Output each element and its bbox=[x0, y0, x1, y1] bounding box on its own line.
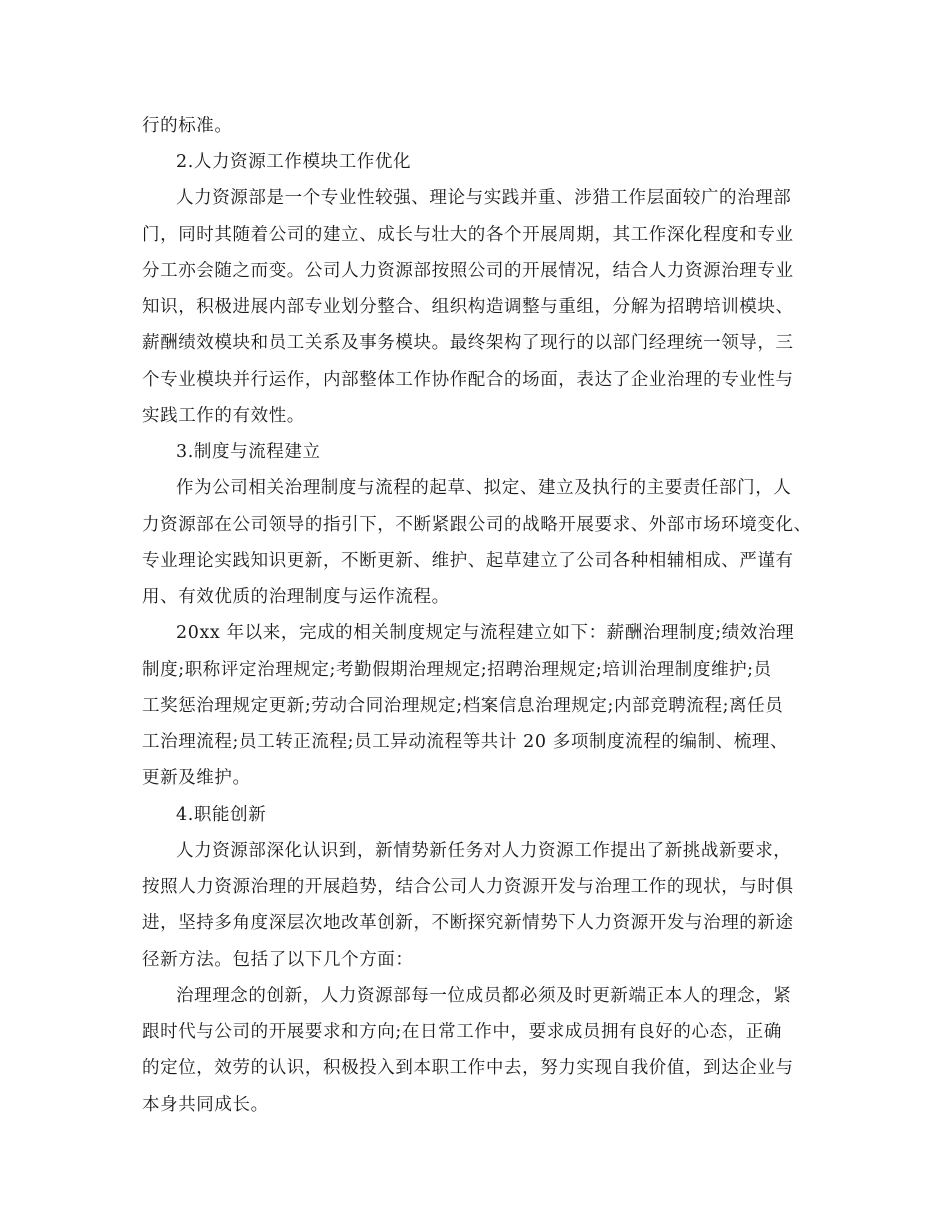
section-heading: 4.职能创新 bbox=[176, 805, 267, 825]
text-line: 个专业模块并行运作，内部整体工作协作配合的场面，表达了企业治理的专业性与 bbox=[142, 370, 794, 390]
text-line: 门，同时其随着公司的建立、成长与壮大的各个开展周期，其工作深化程度和专业 bbox=[142, 225, 794, 245]
text-line: 薪酬绩效模块和员工关系及事务模块。最终架构了现行的以部门经理统一领导，三 bbox=[142, 333, 794, 353]
text-line: 工治理流程;员工转正流程;员工异动流程等共计 20 多项制度流程的编制、梳理、 bbox=[142, 732, 789, 752]
text-line: 跟时代与公司的开展要求和方向;在日常工作中，要求成员拥有良好的心态，正确 bbox=[142, 1022, 782, 1042]
text-line: 本身共同成长。 bbox=[142, 1095, 269, 1115]
text-line: 知识，积极进展内部专业划分整合、组织构造调整与重组，分解为招聘培训模块、 bbox=[142, 297, 794, 317]
text-line: 行的标准。 bbox=[142, 116, 233, 136]
text-line: 制度;职称评定治理规定;考勤假期治理规定;招聘治理规定;培训治理制度维护;员 bbox=[142, 660, 772, 680]
text-line: 人力资源部是一个专业性较强、理论与实践并重、涉猎工作层面较广的治理部 bbox=[176, 188, 792, 208]
text-line: 20xx 年以来，完成的相关制度规定与流程建立如下：薪酬治理制度;绩效治理 bbox=[176, 623, 795, 643]
text-line: 的定位，效劳的认识，积极投入到本职工作中去，努力实现自我价值，到达企业与 bbox=[142, 1058, 794, 1078]
text-line: 进，坚持多角度深层次地改革创新，不断探究新情势下人力资源开发与治理的新途 bbox=[142, 913, 794, 933]
section-heading: 3.制度与流程建立 bbox=[176, 442, 321, 462]
text-line: 更新及维护。 bbox=[142, 768, 251, 788]
text-line: 力资源部在公司领导的指引下，不断紧跟公司的战略开展要求、外部市场环境变化、 bbox=[142, 515, 812, 535]
section-heading: 2.人力资源工作模块工作优化 bbox=[176, 152, 412, 172]
text-line: 作为公司相关治理制度与流程的起草、拟定、建立及执行的主要责任部门，人 bbox=[176, 478, 792, 498]
text-line: 人力资源部深化认识到，新情势新任务对人力资源工作提出了新挑战新要求， bbox=[176, 841, 792, 861]
text-line: 径新方法。包括了以下几个方面： bbox=[142, 950, 414, 970]
text-line: 治理理念的创新，人力资源部每一位成员都必须及时更新端正本人的理念，紧 bbox=[176, 986, 792, 1006]
text-line: 分工亦会随之而变。公司人力资源部按照公司的开展情况，结合人力资源治理专业 bbox=[142, 261, 794, 281]
text-line: 用、有效优质的治理制度与运作流程。 bbox=[142, 587, 450, 607]
text-line: 实践工作的有效性。 bbox=[142, 406, 305, 426]
text-line: 按照人力资源治理的开展趋势，结合公司人力资源开发与治理工作的现状，与时俱 bbox=[142, 877, 794, 897]
text-line: 专业理论实践知识更新，不断更新、维护、起草建立了公司各种相辅相成、严谨有 bbox=[142, 551, 794, 571]
text-line: 工奖惩治理规定更新;劳动合同治理规定;档案信息治理规定;内部竞聘流程;离任员 bbox=[142, 696, 784, 716]
